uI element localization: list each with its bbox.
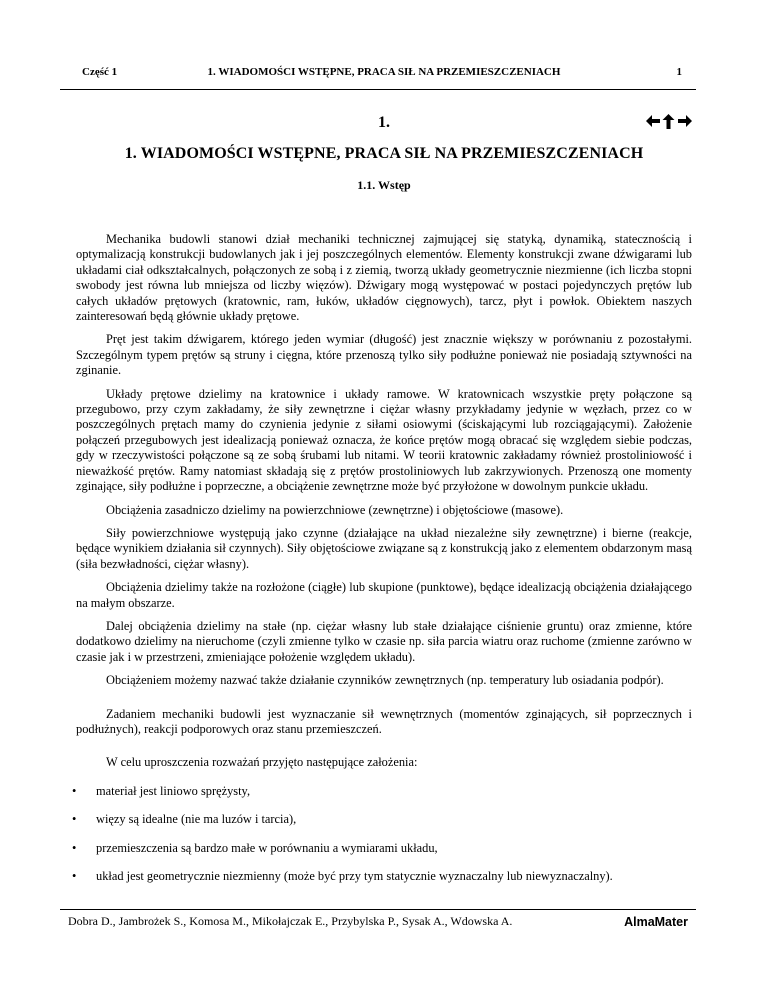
list-item-text: przemieszczenia są bardzo małe w porównaniu a wymiarami układu,: [96, 840, 438, 855]
bullet-icon: •: [72, 783, 77, 798]
header-title: 1. WIADOMOŚCI WSTĘPNE, PRACA SIŁ NA PRZEMIESZCZENIACH: [207, 66, 561, 78]
page-footer: [68, 914, 688, 930]
bullet-icon: •: [72, 812, 77, 827]
list-item: [72, 869, 692, 884]
chapter-title: 1. WIADOMOŚCI WSTĘPNE, PRACA SIŁ NA PRZEMIESZCZENIACH: [124, 145, 644, 162]
main-content: [72, 232, 692, 884]
page-header: [78, 66, 690, 82]
bullet-icon: •: [72, 869, 77, 883]
paragraph-bar-definition: Pręt jest takim dźwigarem, którego jeden wymiar (długość) jest znacznie większy w porównaniu z pozostałymi. Szczególnym typem prętów są struny i cięgna, które przenoszą tylko siły podłużne ponieważ nie posiadają sztywności na zginanie.: [76, 332, 692, 378]
chapter-number: 1.: [378, 114, 390, 131]
list-item-text: materiał jest liniowo sprężysty,: [96, 783, 251, 798]
header-divider: [60, 89, 696, 90]
footer-authors: Dobra D., Jambrożek S., Komosa M., Mikołajczak E., Przybylska P., Sysak A., Wdowska A.: [68, 914, 513, 928]
arrow-right-icon[interactable]: [676, 110, 694, 132]
paragraph-external-factors: Obciążeniem możemy nazwać także działanie czynników zewnętrznych (np. temperatury lub osiadania podpór).: [106, 673, 664, 688]
list-item: [72, 812, 692, 827]
paragraph-load-types: Obciążenia zasadniczo dzielimy na powierzchniowe (zewnętrzne) i objętościowe (masowe).: [106, 502, 564, 517]
paragraph-assumptions: W celu uproszczenia rozważań przyjęto następujące założenia:: [106, 755, 418, 770]
list-item-text: układ jest geometrycznie niezmienny (może być przy tym statycznie wyznaczalny lub niewyznaczalny).: [96, 869, 613, 883]
assumptions-list: [72, 783, 692, 885]
header-part: Część 1: [82, 66, 118, 78]
footer-divider: [60, 909, 696, 910]
paragraph-task: Zadaniem mechaniki budowli jest wyznaczanie sił wewnętrznych (momentów zginających, sił poprzecznych i podłużnych), reakcji podporowych oraz stanu przemieszczeń.: [76, 706, 692, 736]
section-title: 1.1. Wstęp: [357, 178, 411, 192]
navigation-arrows: [644, 110, 694, 132]
list-item-text: więzy są idealne (nie ma luzów i tarcia),: [96, 812, 297, 827]
arrow-up-icon[interactable]: [661, 110, 676, 132]
paragraph-surface-forces: Siły powierzchniowe występują jako czynne (działające na układ niezależne siły zewnętrzne) i bierne (reakcje, będące wynikiem działania sił czynnych). Siły objętościowe związane są z konstrukcją jako z elementem obdarzonym masą (siła bezwładności, ciężar własny).: [76, 525, 692, 571]
list-item: [72, 840, 692, 856]
bullet-icon: •: [72, 840, 77, 855]
paragraph-intro: Mechanika budowli stanowi dział mechaniki technicznej zajmującej się statyką, dynamiką, statecznością i optymalizacją konstrukcji budowlanych jak i jej poszczególnych elementów. Elementy konstrukcji zwane dźwigarami lub układami ciał odkształcalnych, połączonych ze sobą i z ziemią, tworzą układy geometrycznie niezmienne (ich liczba stopni swobody jest równa lub mniejsza od liczby więzów). Dźwigary mogą występować w postaci pojedynczych prętów lub całych układów prętowych (kratownic, ram, łuków, układów cięgnowych), tarcz, płyt i powłok. Obiektem naszych zainteresowań będą głównie układy prętowe.: [76, 232, 692, 324]
header-page-number: 1: [676, 66, 682, 78]
paragraph-distributed-loads: Obciążenia dzielimy także na rozłożone (ciągłe) lub skupione (punktowe), będące idealizacją obciążenia działającego na małym obszarze.: [76, 580, 692, 610]
list-item: [72, 783, 692, 799]
paragraph-bar-systems: Układy prętowe dzielimy na kratownice i układy ramowe. W kratownicach wszystkie pręty połączone są przegubowo, przy czym zakładamy, że siły zewnętrzne i ciężar własny przykładamy jedynie w węzłach, przez co w poszczególnych prętach mamy do czynienia jedynie z siłami osiowymi (ściskającymi lub rozciągającymi). Założenie połączeń przegubowych jest idealizacją ponieważ oznacza, że końce prętów mogą obracać się względem siebie podczas, gdy w rzeczywistości połączone są ze sobą śrubami lub nitami. W teorii kratownic zakładamy również prostoliniowość i nieważkość prętów. Ramy natomiast składają się z prętów prostoliniowych lub zakrzywionych. Przenoszą one momenty zginające, siły podłużne i poprzeczne, a obciążenie zewnętrzne może być przyłożone w dowolnym punkcie układu.: [76, 386, 692, 494]
arrow-left-icon[interactable]: [644, 110, 661, 132]
paragraph-permanent-loads: Dalej obciążenia dzielimy na stałe (np. ciężar własny lub stałe działające ciśnienie gruntu) oraz zmienne, które dodatkowo dzielimy na nieruchome (czyli zmienne tylko w czasie np. siła parcia wiatru oraz ruchome (zmienne zarówno w czasie jak i w przestrzeni, zmieniające położenie względem układu).: [76, 618, 692, 664]
footer-brand: AlmaMater: [624, 915, 688, 929]
